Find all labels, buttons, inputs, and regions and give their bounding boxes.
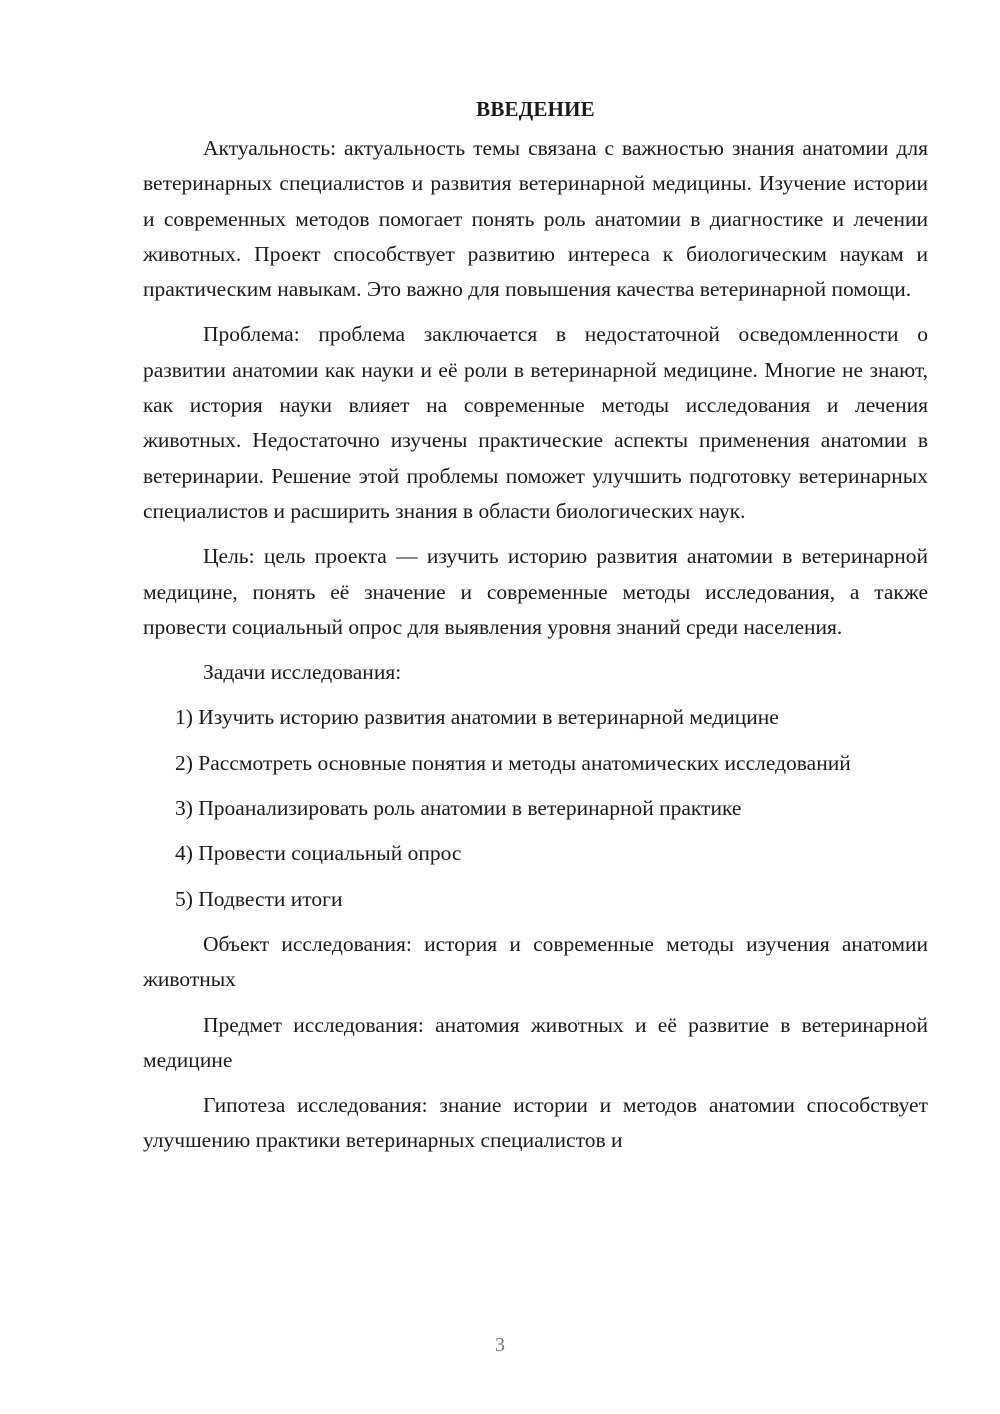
paragraph-object: Объект исследования: история и современные методы изучения анатомии животных (143, 931, 928, 992)
paragraph-relevance: Актуальность: актуальность темы связана с важностью знания анатомии для ветеринарных специалистов и развития ветеринарной медицины. Изучение истории и современных методов помогает понять роль анатомии в диагностике и лечении животных. Проект способствует развитию интереса к биологическим наукам и практическим навыкам. Это важно для повышения качества ветеринарной помощи. (143, 136, 928, 302)
tasks-list (143, 700, 928, 916)
page-number: 3 (495, 1334, 505, 1356)
section-title: ВВЕДЕНИЕ (476, 97, 595, 121)
paragraph-problem: Проблема: проблема заключается в недостаточной осведомленности о развитии анатомии как науки и её роли в ветеринарной медицине. Многие не знают, как история науки влияет на современные методы исследования и лечения животных. Недостаточно изучены практические аспекты применения анатомии в ветеринарии. Решение этой проблемы поможет улучшить подготовку ветеринарных специалистов и расширить знания в области биологических наук. (143, 322, 928, 523)
list-item: 4) Провести социальный опрос (175, 841, 462, 866)
list-item: 1) Изучить историю развития анатомии в ветеринарной медицине (175, 705, 779, 730)
paragraph-goal: Цель: цель проекта — изучить историю развития анатомии в ветеринарной медицине, понять её значение и современные методы исследования, а также провести социальный опрос для выявления уровня знаний среди населения. (143, 544, 928, 639)
paragraph-subject: Предмет исследования: анатомия животных и её развитие в ветеринарной медицине (143, 1012, 928, 1072)
tasks-heading: Задачи исследования: (203, 660, 402, 685)
list-item: 3) Проанализировать роль анатомии в ветеринарной практике (175, 796, 742, 821)
list-item: 5) Подвести итоги (175, 886, 343, 911)
paragraph-hypothesis: Гипотеза исследования: знание истории и методов анатомии способствует улучшению практики ветеринарных специалистов и (143, 1093, 928, 1153)
list-item: 2) Рассмотреть основные понятия и методы анатомических исследований (175, 750, 851, 775)
document-page (143, 92, 928, 1169)
